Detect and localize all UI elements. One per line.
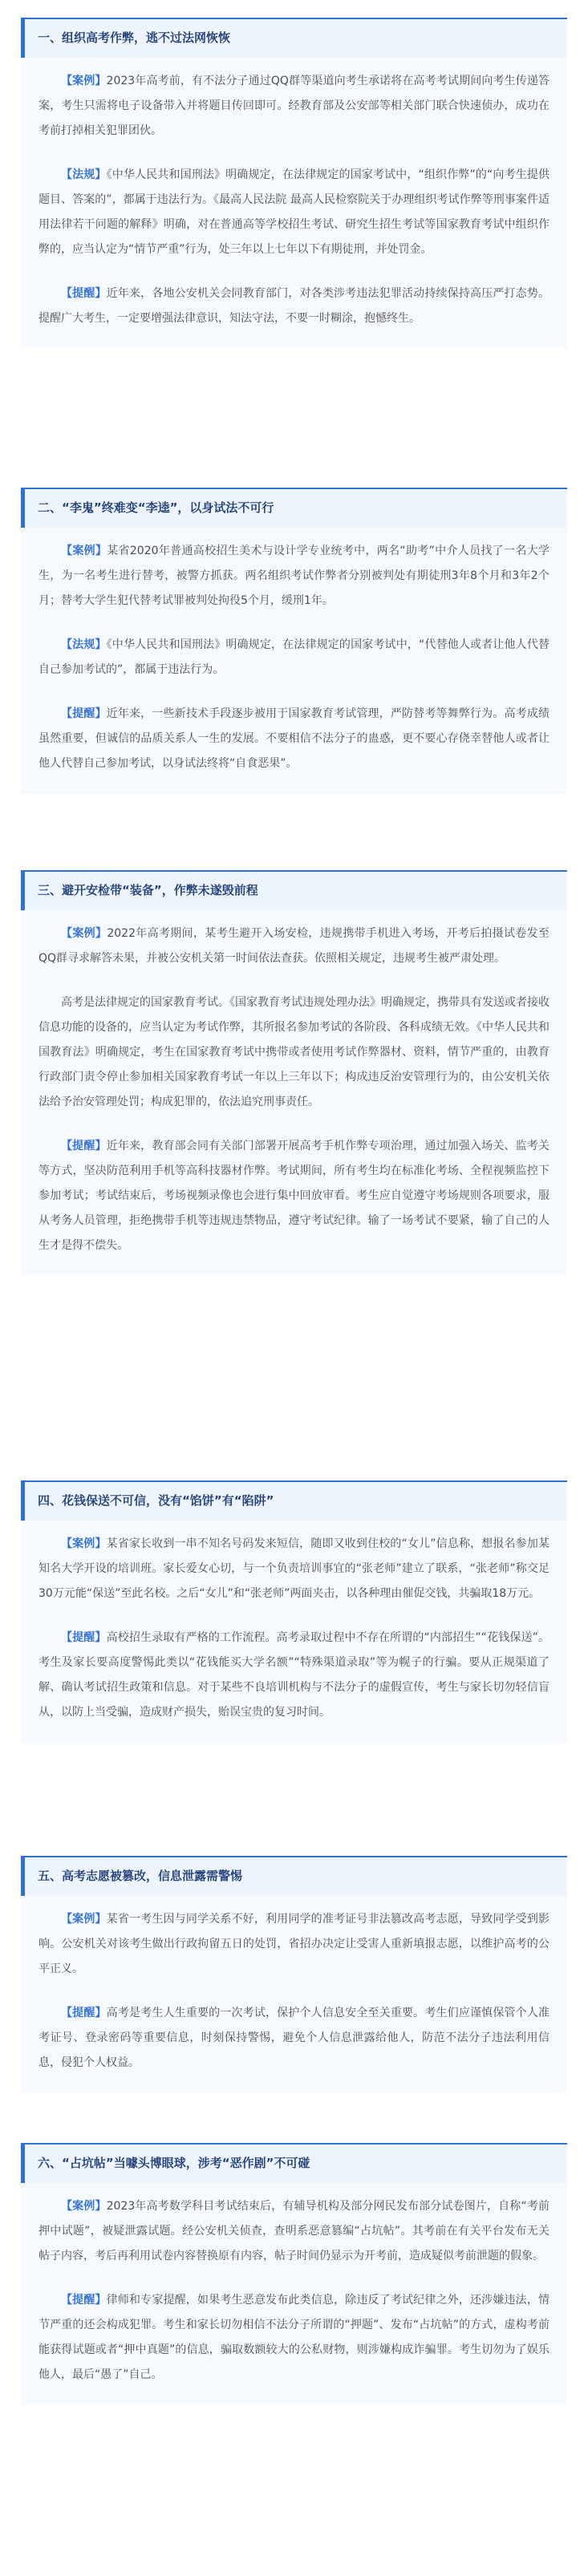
paragraph-reminder bbox=[39, 1134, 549, 1258]
paragraph-text: 某省一考生因与同学关系不好，利用同学的准考证号非法篡改高考志愿，导致同学受到影响。公安机关对该考生做出行政拘留五日的处罚，省招办决定让受害人重新填报志愿，以维护高考的公平正义。 bbox=[39, 1913, 550, 1975]
section-header bbox=[21, 488, 567, 528]
paragraph-text: 近年来，一些新技术手段逐步被用于国家教育考试管理，严防替考等舞弊行为。高考成绩虽然重要，但诚信的品质关系人一生的发展。不要相信不法分子的蛊惑，更不要心存侥幸替他人或者让他人代替自己参加考试，以身试法终将“自食恶果”。 bbox=[39, 707, 550, 770]
law-tag: 【法规】 bbox=[61, 638, 107, 651]
paragraph-text: 高校招生录取有严格的工作流程。高考录取过程中不存在所谓的“内部招生”“花钱保送”。考生及家长要高度警惕此类以“花钱能买大学名额”“特殊渠道录取”等为幌子的行骗。要从正规渠道了解、确认考试招生政策和信息。对于某些不良培训机构与不法分子的虚假宣传，考生与家长切勿轻信盲从，以防上当受骗，造成财产损失，贻误宝贵的复习时间。 bbox=[39, 1631, 549, 1719]
paragraph-case bbox=[39, 1907, 549, 1982]
paragraph-text: 《中华人民共和国刑法》明确规定，在法律规定的国家考试中，“组织作弊”的“向考生提供题目、答案的”，都属于违法行为。《最高人民法院 最高人民检察院关于办理组织考试作弊等刑事案件适用法律若干问题的解释》明确，对在普通高等学校招生考试、研究生招生考试等国家教育考试中组织作弊的，应当认定为“情节严重”行为，处三年以上七年以下有期徒刑，并处罚金。 bbox=[39, 168, 550, 256]
paragraph-reminder bbox=[39, 281, 549, 331]
section-header bbox=[21, 1480, 567, 1521]
section-card bbox=[21, 58, 567, 349]
section-3 bbox=[0, 870, 588, 1276]
paragraph-case bbox=[39, 1532, 549, 1606]
case-tag: 【案例】 bbox=[61, 545, 107, 557]
paragraph-case bbox=[39, 921, 549, 971]
paragraph-text: 近年来，教育部会同有关部门部署开展高考手机作弊专项治理，通过加强入场关、监考关等方式，坚决防范利用手机等高科技器材作弊。考试期间，所有考生均在标准化考场、全程视频监控下参加考试；考试结束后，考场视频录像也会进行集中回放审看。考生应自觉遵守考场规则各项要求，服从考务人员管理，拒绝携带手机等违规违禁物品，遵守考试纪律。输了一场考试不要紧，输了自己的人生才是得不偿失。 bbox=[39, 1140, 550, 1252]
paragraph-text: 近年来，各地公安机关会同教育部门，对各类涉考违法犯罪活动持续保持高压严打态势。提醒广大考生，一定要增强法律意识，知法守法，不要一时糊涂，抱憾终生。 bbox=[39, 287, 550, 325]
section-title: 二、“李鬼”终难变“李逵”，以身试法不可行 bbox=[38, 500, 274, 515]
paragraph-reminder bbox=[39, 2288, 549, 2388]
reminder-tag: 【提醒】 bbox=[61, 287, 107, 300]
paragraph-text: 某省2020年普通高校招生美术与设计学专业统考中，两名“助考”中介人员找了一名大学生，为一名考生进行替考，被警方抓获。两名组织考试作弊者分别被判处有期徒刑3年8个月和3年2个月；替考大学生犯代替考试罪被判处拘役5个月，缓刑1年。 bbox=[39, 545, 550, 607]
paragraph-law bbox=[39, 633, 549, 682]
paragraph-case bbox=[39, 539, 549, 614]
paragraph-text: 某省家长收到一串不知名号码发来短信，随即又收到住校的“女儿”信息称，想报名参加某知名大学开设的培训班。家长爱女心切，与一个负责培训事宜的“张老师”建立了联系，“张老师”称交足30万元能“保送”至此名校。之后“女儿”和“张老师”两面夹击，以各种理由催促交钱，共骗取18万元。 bbox=[39, 1537, 549, 1600]
section-header bbox=[21, 1856, 567, 1896]
paragraph-case bbox=[39, 69, 549, 144]
section-1 bbox=[0, 18, 588, 349]
section-header bbox=[21, 2143, 567, 2183]
paragraph-text: 2022年高考期间，某考生避开入场安检，违规携带手机进入考场，开考后拍摄试卷发至QQ群寻求解答未果，并被公安机关第一时间依法查获。依照相关规定，违规考生被严肃处理。 bbox=[39, 927, 549, 965]
reminder-tag: 【提醒】 bbox=[61, 2294, 107, 2307]
paragraph-reminder bbox=[39, 1626, 549, 1725]
reminder-tag: 【提醒】 bbox=[61, 707, 107, 720]
section-card bbox=[21, 910, 567, 1276]
paragraph-case bbox=[39, 2194, 549, 2269]
paragraph-text: 高考是考生人生重要的一次考试，保护个人信息安全至关重要。考生们应谨慎保管个人准考证号、登录密码等重要信息，时刻保持警惕，避免个人信息泄露给他人，防范不法分子违法利用信息，侵犯个人权益。 bbox=[39, 2007, 550, 2069]
section-card bbox=[21, 528, 567, 794]
section-header bbox=[21, 18, 567, 58]
paragraph-reminder bbox=[39, 702, 549, 776]
paragraph-text: 2023年高考前，有不法分子通过QQ群等渠道向考生承诺将在高考考试期间向考生传递答案，考生只需将电子设备带入并将题目传回即可。经教育部及公安部等相关部门联合快速侦办，成功在考前打掉相关犯罪团伙。 bbox=[39, 75, 550, 137]
paragraph-reminder bbox=[39, 2001, 549, 2076]
reminder-tag: 【提醒】 bbox=[61, 1140, 107, 1152]
section-title: 三、避开安检带“装备”，作弊未遂毁前程 bbox=[38, 883, 258, 897]
case-tag: 【案例】 bbox=[61, 2200, 107, 2213]
section-title: 六、“占坑帖”当噱头博眼球，涉考“恶作剧”不可碰 bbox=[38, 2156, 310, 2170]
paragraph-law bbox=[39, 990, 549, 1115]
section-header bbox=[21, 870, 567, 910]
case-tag: 【案例】 bbox=[61, 1537, 107, 1550]
case-tag: 【案例】 bbox=[61, 927, 107, 940]
section-title: 四、花钱保送不可信，没有“馅饼”有“陷阱” bbox=[38, 1493, 274, 1508]
case-tag: 【案例】 bbox=[61, 75, 107, 87]
reminder-tag: 【提醒】 bbox=[61, 2007, 107, 2019]
reminder-tag: 【提醒】 bbox=[61, 1631, 107, 1644]
section-2 bbox=[0, 488, 588, 794]
paragraph-text: 2023年高考数学科目考试结束后，有辅导机构及部分网民发布部分试卷图片，自称“考前押中试题”，被疑泄露试题。经公安机关侦查，查明系恶意篡编“占坑帖”。其考前在有关平台发布无关帖子内容，考后再利用试卷内容替换原有内容，帖子时间仍显示为开考前，造成疑似考前泄题的假象。 bbox=[39, 2200, 550, 2262]
section-4 bbox=[0, 1480, 588, 1743]
section-card bbox=[21, 1896, 567, 2093]
case-tag: 【案例】 bbox=[61, 1913, 107, 1926]
paragraph-law bbox=[39, 163, 549, 262]
law-tag: 【法规】 bbox=[61, 168, 107, 181]
paragraph-text: 《中华人民共和国刑法》明确规定，在法律规定的国家考试中，“代替他人或者让他人代替自己参加考试的”，都属于违法行为。 bbox=[39, 638, 549, 676]
paragraph-text: 律师和专家提醒，如果考生恶意发布此类信息，除违反了考试纪律之外，还涉嫌违法，情节严重的还会构成犯罪。考生和家长切勿相信不法分子所谓的“押题”、发布“占坑帖”的方式，虚构考前能获得试题或者“押中真题”的信息，骗取数额较大的公私财物，则涉嫌构成诈骗罪。考生切勿为了娱乐他人，最后“愚了”自己。 bbox=[39, 2294, 550, 2381]
section-card bbox=[21, 2183, 567, 2405]
section-5 bbox=[0, 1856, 588, 2093]
section-card bbox=[21, 1521, 567, 1743]
section-title: 五、高考志愿被篡改，信息泄露需警惕 bbox=[38, 1869, 243, 1883]
paragraph-text: 高考是法律规定的国家教育考试。《国家教育考试违规处理办法》明确规定，携带具有发送或者接收信息功能的设备的，应当认定为考试作弊，其所报名参加考试的各阶段、各科成绩无效。《中华人民共和国教育法》明确规定，考生在国家教育考试中携带或者使用考试作弊器材、资料，情节严重的，由教育行政部门责令停止参加相关国家教育考试一年以上三年以下；构成违反治安管理行为的，由公安机关依法给予治安管理处罚；构成犯罪的，依法追究刑事责任。 bbox=[39, 996, 549, 1108]
section-title: 一、组织高考作弊，逃不过法网恢恢 bbox=[38, 30, 231, 45]
section-6 bbox=[0, 2143, 588, 2405]
